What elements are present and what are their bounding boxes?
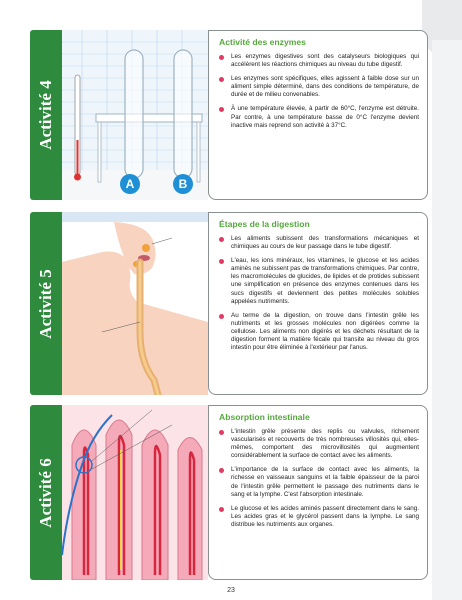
section-title: Étapes de la digestion [219,219,310,229]
list-item: Les enzymes sont spécifiques, elles agissent à faible dose sur un aliment simple déterminé, dans des conditions de température, de durée et de milieu convenables. [219,75,419,99]
tube-b-label: B [173,174,193,194]
activity-tab: Activité 5 [30,212,62,395]
intestinal-villi-illustration [62,405,208,580]
activity-tab: Activité 6 [30,405,62,580]
list-item: Les enzymes digestives sont des catalyseurs biologiques qui accélèrent les réactions chimiques au niveau du tube digestif. [219,53,419,69]
list-item: Les aliments subissent des transformations mécaniques et chimiques au cours de leur passage dans le tube digestif. [219,235,419,251]
activity-4-section [30,30,428,200]
activity-4-card [208,30,428,200]
activity-6-card [208,405,428,580]
tube-a-label: A [120,174,140,194]
activity-tab: Activité 4 [30,30,62,200]
list-item: L'intestin grêle présente des replis ou valvules, richement vascularisés et recouverts de très nombreuses villosités qui, elles-mêmes, comportent des microvillosités qui augmentent considérablement la surface de contact avec les aliments. [219,428,419,460]
bullet-list [219,53,419,130]
section-title: Absorption intestinale [219,412,310,422]
digestive-tract-illustration [62,212,208,395]
section-title: Activité des enzymes [219,37,306,47]
list-item: L'importance de la surface de contact avec les aliments, la richesse en vaisseaux sanguins et la faible épaisseur de la paroi de l'intestin grêle permettent le passage des nutriments dans le sang et la lymphe. C'est l'absorption intestinale. [219,466,419,498]
bullet-list [219,235,419,352]
page-number: 23 [227,587,235,594]
list-item: À une température élevée, à partir de 60°C, l'enzyme est détruite. Par contre, à une température basse de 0°C l'enzyme devient inactive mais reprend son activité à 37°C. [219,105,419,129]
list-item: Au terme de la digestion, on trouve dans l'intestin grêle les nutriments et les grosses molécules non digérées comme la cellulose. Les aliments non digérés et les déchets résultant de la digestion forment la matière fécale qui transite au niveau du gros intestin pour être éliminée à l'extérieur par l'anus. [219,312,419,352]
list-item: Le glucose et les acides aminés passent directement dans le sang. Les acides gras et le glycérol passent dans la lymphe. Le sang distribue les nutriments aux organes. [219,505,419,529]
list-item: L'eau, les ions minéraux, les vitamines, le glucose et les acides aminés ne subissent pas de transformations chimiques. Par contre, les macromolécules de glucides, de lipides et de protides subissent une simplification en présence des enzymes contenues dans les sucs digestifs et deviennent des petites molécules solubles appelées nutriments. [219,257,419,306]
activity-5-card [208,212,428,395]
enzyme-test-tubes-illustration [62,30,208,200]
bullet-list [219,428,419,529]
activity-5-section [30,212,428,395]
activity-6-section [30,405,428,580]
